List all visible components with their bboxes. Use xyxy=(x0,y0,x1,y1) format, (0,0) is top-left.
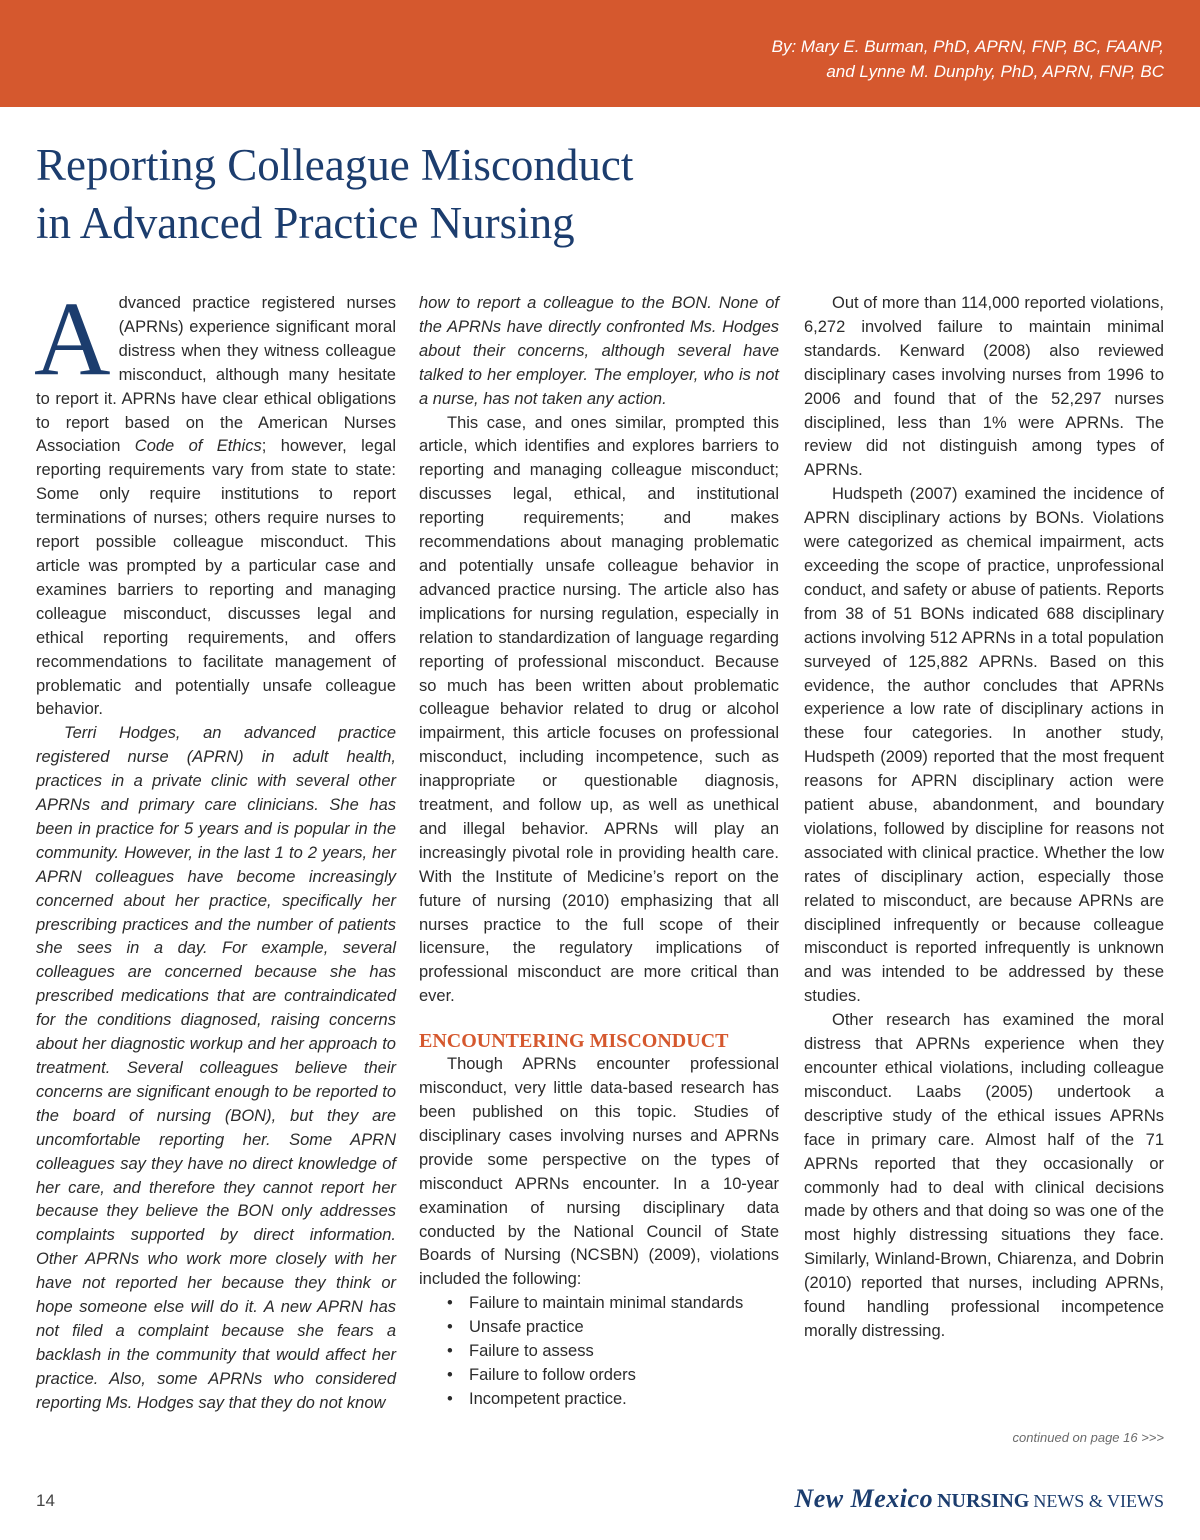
purpose-paragraph: This case, and ones similar, prompted this article, which identifies and explores barriers to reporting and managing colleague misconduct; discusses legal, ethical, and institutional reporting requirements; and makes recommendations about managing problematic and potentially unsafe colleague behavior in advanced practice nursing. The article also has implications for nursing regulation, especially in relation to standardization of language regarding reporting of professional misconduct. Because so much has been written about problematic colleague behavior related to drug or alcohol impairment, this article focuses on professional misconduct, including incompetence, such as inappropriate or questionable diagnosis, treatment, and follow up, as well as unethical and illegal behavior. APRNs will play an increasingly pivotal role in providing health care. With the Institute of Medicine’s report on the future of nursing (2010) emphasizing that all nurses practice to the full scope of their licensure, the regulatory implications of professional misconduct are more critical than ever. xyxy=(419,413,779,1006)
logo-news-views: NEWS & VIEWS xyxy=(1033,1491,1164,1511)
code-of-ethics-title: Code of Ethics xyxy=(134,437,262,456)
title-line-1: Reporting Colleague Misconduct xyxy=(36,140,634,190)
moral-distress-paragraph: Other research has examined the moral distress that APRNs experience when they encounter ethical violations, including colleague misconduct. Laabs (2005) undertook a descriptive study of the ethical issues APRNs face in primary care. Almost half of the 71 APRNs reported that they occasionally or commonly had to deal with clinical decisions made by others and that doing so was one of the most highly distressing situations they face. Similarly, Winland-Brown, Chiarenza, and Dobrin (2010) reported that nurses, including APRNs, found handling professional incompetence morally distressing. xyxy=(804,1011,1164,1340)
hudspeth-paragraph: Hudspeth (2007) examined the incidence of APRN disciplinary actions by BONs. Violations were categorized as chemical impairment, acts exceeding the scope of practice, unprofessional conduct, and safety or abuse of patients. Reports from 38 of 51 BONs indicated 688 disciplinary actions involving 512 APRNs in a total population surveyed of 125,882 APRNs. Based on this evidence, the author concludes that APRNs experience a low rate of disciplinary actions in these four categories. In another study, Hudspeth (2009) reported that the most frequent reasons for APRN disciplinary action were patient abuse, abandonment, and boundary violations, followed by discipline for reasons not associated with clinical practice. Whether the low rates of disciplinary action, especially those related to misconduct, are because APRNs are disciplined infrequently or because colleague misconduct is reported infrequently is unknown and was intended to be addressed by these studies. xyxy=(804,485,1164,1006)
list-item: • Unsafe practice xyxy=(469,1316,779,1340)
logo-new-mexico: New Mexico xyxy=(794,1484,934,1513)
logo-nursing: NURSING xyxy=(937,1490,1030,1512)
research-paragraph: Though APRNs encounter professional misconduct, very little data-based research has been published on this topic. Studies of disciplinary cases involving nurses and APRNs provide some perspective on the types of misconduct APRNs encounter. In a 10-year examination of nursing disciplinary data conducted by the National Council of State Boards of Nursing (NCSBN) (2009), violations included the following: xyxy=(419,1055,779,1289)
list-item: • Failure to maintain minimal standards xyxy=(469,1292,779,1316)
list-item: • Failure to assess xyxy=(469,1340,779,1364)
page-number: 14 xyxy=(36,1491,55,1510)
continued-link[interactable]: continued on page 16 >>> xyxy=(1012,1430,1164,1445)
violations-list xyxy=(419,1292,779,1412)
drop-cap: A xyxy=(34,280,111,397)
intro-text-tail: ; however, legal reporting requirements vary from state to state: Some only require institutions to report terminations of nurses; others require nurses to report possible colleague misconduct. This article was prompted by a particular case and examines barriers to reporting and managing colleague misconduct, discusses legal and ethical reporting requirements, and offers recommendations to facilitate management of problematic and potentially unsafe colleague behavior. xyxy=(36,437,396,719)
intro-text: dvanced practice registered nurses (APRNs) experience significant moral distress when they witness colleague misconduct, although many hesitate to report it. APRNs have clear ethical obligations to report based on the American Nurses Association xyxy=(36,294,396,456)
byline-line-1: By: Mary E. Burman, PhD, APRN, FNP, BC, FAANP, xyxy=(771,37,1164,56)
title-line-2: in Advanced Practice Nursing xyxy=(36,198,575,248)
author-byline xyxy=(464,34,1164,84)
section-heading-encountering-misconduct: ENCOUNTERING MISCONDUCT xyxy=(419,1030,729,1053)
case-study-continued: how to report a colleague to the BON. None of the APRNs have directly confronted Ms. Hodges about their concerns, although several have talked to her employer. The employer, who is not a nurse, has not taken any action. xyxy=(419,294,779,408)
text-column-2 xyxy=(419,292,779,1412)
text-column-3 xyxy=(804,292,1164,1344)
case-study-paragraph: Terri Hodges, an advanced practice registered nurse (APRN) in adult health, practices in a private clinic with several other APRNs and primary care clinicians. She has been in practice for 5 years and is popular in the community. However, in the last 1 to 2 years, her APRN colleagues have become increasingly concerned about her practice, specifically her prescribing practices and the number of patients she sees in a day. For example, several colleagues are concerned because she has prescribed medications that are contraindicated for the conditions diagnosed, raising concerns about her diagnostic workup and her approach to treatment. Several colleagues believe their concerns are significant enough to be reported to the board of nursing (BON), but they are uncomfortable reporting her. Some APRN colleagues say they have no direct knowledge of her care, and therefore they cannot report her because they believe the BON only addresses complaints supported by direct information. Other APRNs who work more closely with her have not reported her because they think or hope someone else will do it. A new APRN has not filed a complaint because she fears a backlash in the community that would affect her practice. Also, some APRNs who considered reporting Ms. Hodges say that they do not know xyxy=(36,724,396,1412)
publication-logo xyxy=(794,1484,1164,1514)
intro-paragraph xyxy=(34,280,396,722)
list-item: • Incompetent practice. xyxy=(469,1388,779,1412)
list-item: • Failure to follow orders xyxy=(469,1364,779,1388)
article-title xyxy=(36,136,936,252)
text-column-1 xyxy=(34,280,396,1416)
byline-line-2: and Lynne M. Dunphy, PhD, APRN, FNP, BC xyxy=(826,62,1164,81)
violations-stats-paragraph: Out of more than 114,000 reported violations, 6,272 involved failure to maintain minimal standards. Kenward (2008) also reviewed disciplinary cases involving nurses from 1996 to 2006 and found that of the 52,297 nurses disciplined, less than 1% were APRNs. The review did not distinguish among types of APRNs. xyxy=(804,294,1164,480)
